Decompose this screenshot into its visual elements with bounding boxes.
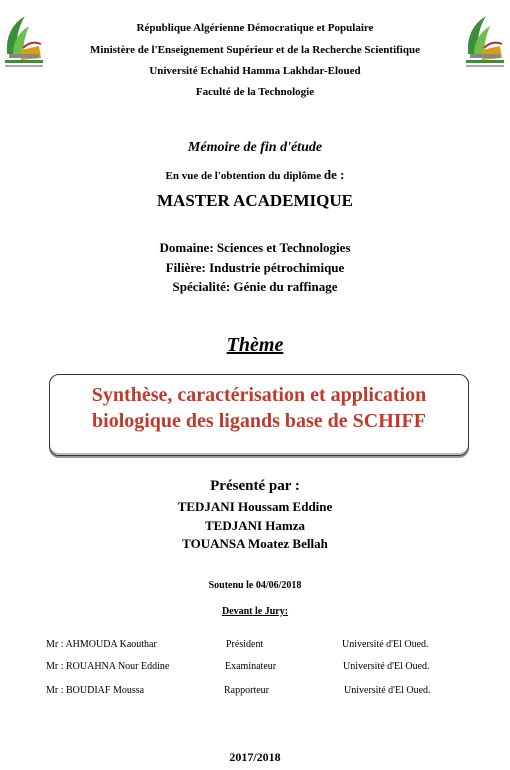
degree-title: MASTER ACADEMIQUE	[157, 191, 353, 210]
obtention-text: En vue de l'obtention du diplôme	[165, 170, 324, 182]
defense-date: Soutenu le 04/06/2018	[208, 580, 302, 591]
jury-affiliation-1: Université d'El Oued.	[342, 639, 429, 650]
header-ministry: Ministère de l'Enseignement Supérieur et de la Recherche Scientifique	[90, 44, 420, 56]
obtention-de: de :	[323, 167, 345, 182]
domaine: Domaine: Sciences et Technologies	[159, 240, 351, 255]
jury-affiliation-2: Université d'El Oued.	[343, 661, 430, 672]
presented-label: Présenté par :	[210, 478, 300, 494]
memoire-title: Mémoire de fin d'étude	[187, 140, 323, 155]
jury-name-2: Mr : ROUAHNA Nour Eddine	[46, 661, 170, 672]
jury-label: Devant le Jury:	[221, 606, 289, 617]
jury-role-1: Président	[226, 639, 264, 650]
jury-role-3: Rapporteur	[224, 685, 269, 696]
filiere: Filière: Industrie pétrochimique	[165, 260, 345, 275]
author-1: TEDJANI Houssam Eddine	[177, 499, 333, 514]
header-faculty: Faculté de la Technologie	[195, 86, 315, 98]
theme-title-line2: biologique des ligands base de SCHIFF	[92, 410, 426, 432]
theme-title-line1: Synthèse, caractérisation et application	[91, 384, 427, 406]
specialite: Spécialité: Génie du raffinage	[172, 279, 338, 294]
theme-label: Thème	[226, 334, 284, 356]
jury-name-1: Mr : AHMOUDA Kaouthar	[46, 639, 157, 650]
jury-affiliation-3: Université d'El Oued.	[344, 685, 431, 696]
academic-year: 2017/2018	[229, 750, 281, 764]
header-republic: République Algérienne Démocratique et Populaire	[136, 22, 374, 34]
header-university: Université Echahid Hamma Lakhdar-Eloued	[149, 65, 361, 77]
author-2: TEDJANI Hamza	[204, 518, 306, 533]
jury-name-3: Mr : BOUDIAF Moussa	[46, 685, 145, 696]
author-3: TOUANSA Moatez Bellah	[182, 536, 328, 551]
obtention-line	[0, 167, 510, 183]
jury-role-2: Examinateur	[225, 661, 277, 672]
